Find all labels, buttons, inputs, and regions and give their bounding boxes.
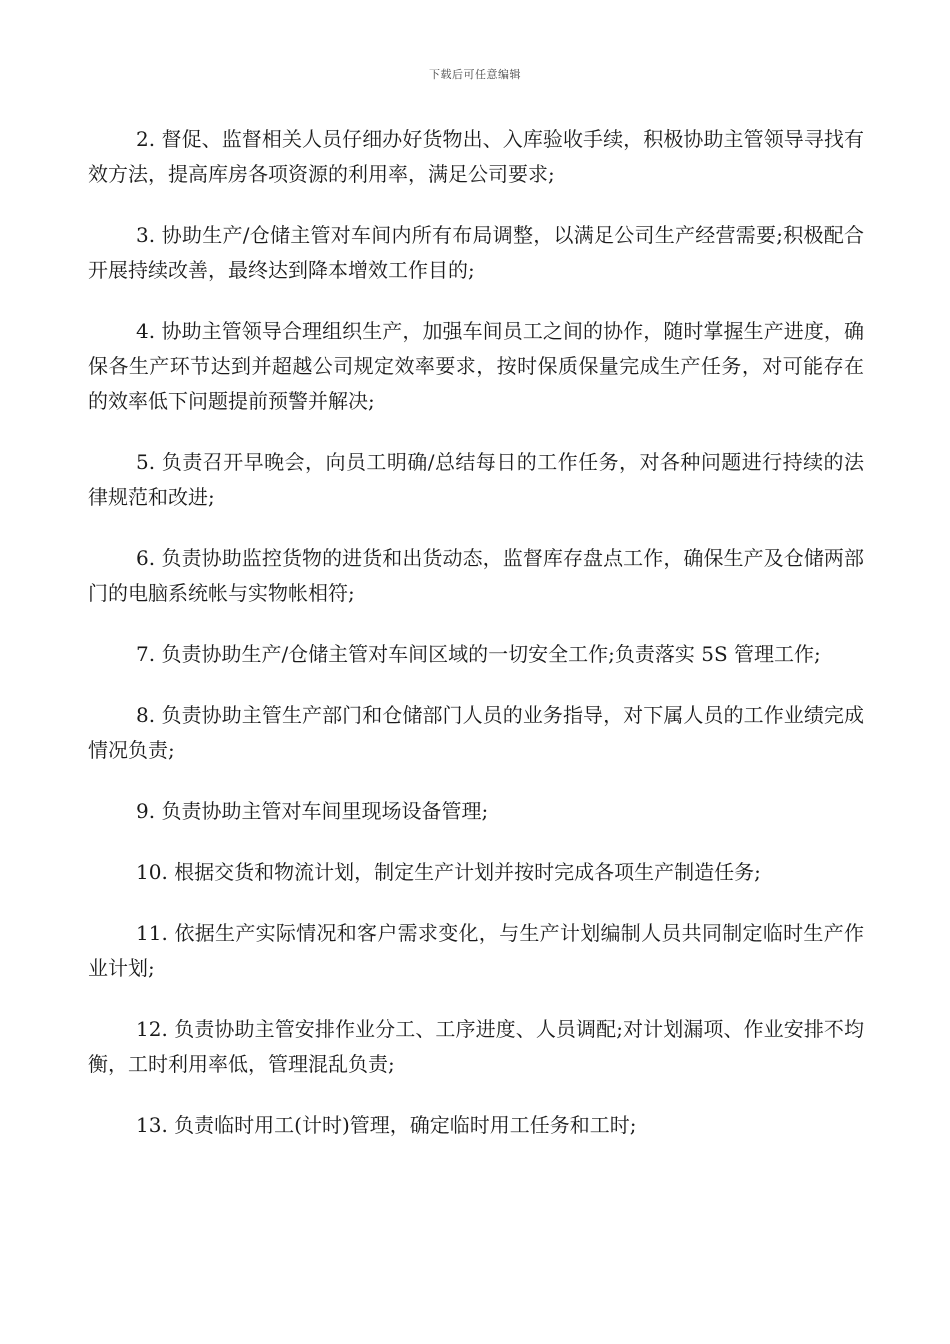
paragraph-item-4: 4. 协助主管领导合理组织生产，加强车间员工之间的协作，随时掌握生产进度，确保各生产环节达到并超越公司规定效率要求，按时保质保量完成生产任务，对可能存在的效率低下问题提前预警并解决; <box>88 319 864 413</box>
page-header-note: 下载后可任意编辑 <box>429 68 521 81</box>
paragraph-item-13: 13. 负责临时用工(计时)管理，确定临时用工任务和工时; <box>136 1113 637 1137</box>
paragraph-item-5: 5. 负责召开早晚会，向员工明确/总结每日的工作任务，对各种问题进行持续的法律规范和改进; <box>88 450 864 509</box>
paragraph-item-10: 10. 根据交货和物流计划，制定生产计划并按时完成各项生产制造任务; <box>136 860 761 884</box>
paragraph-item-6: 6. 负责协助监控货物的进货和出货动态，监督库存盘点工作，确保生产及仓储两部门的电脑系统帐与实物帐相符; <box>88 546 864 605</box>
document-body <box>88 122 864 1169</box>
paragraph-item-3: 3. 协助生产/仓储主管对车间内所有布局调整，以满足公司生产经营需要;积极配合开展持续改善，最终达到降本增效工作目的; <box>88 223 864 282</box>
paragraph-item-8: 8. 负责协助主管生产部门和仓储部门人员的业务指导，对下属人员的工作业绩完成情况负责; <box>88 703 864 762</box>
paragraph-item-7: 7. 负责协助生产/仓储主管对车间区域的一切安全工作;负责落实 5S 管理工作; <box>136 642 821 666</box>
paragraph-item-12: 12. 负责协助主管安排作业分工、工序进度、人员调配;对计划漏项、作业安排不均衡，工时利用率低，管理混乱负责; <box>88 1017 864 1076</box>
paragraph-item-2: 2. 督促、监督相关人员仔细办好货物出、入库验收手续，积极协助主管领导寻找有效方法，提高库房各项资源的利用率，满足公司要求; <box>88 127 864 186</box>
paragraph-item-11: 11. 依据生产实际情况和客户需求变化，与生产计划编制人员共同制定临时生产作业计划; <box>88 921 864 980</box>
paragraph-item-9: 9. 负责协助主管对车间里现场设备管理; <box>136 799 489 823</box>
